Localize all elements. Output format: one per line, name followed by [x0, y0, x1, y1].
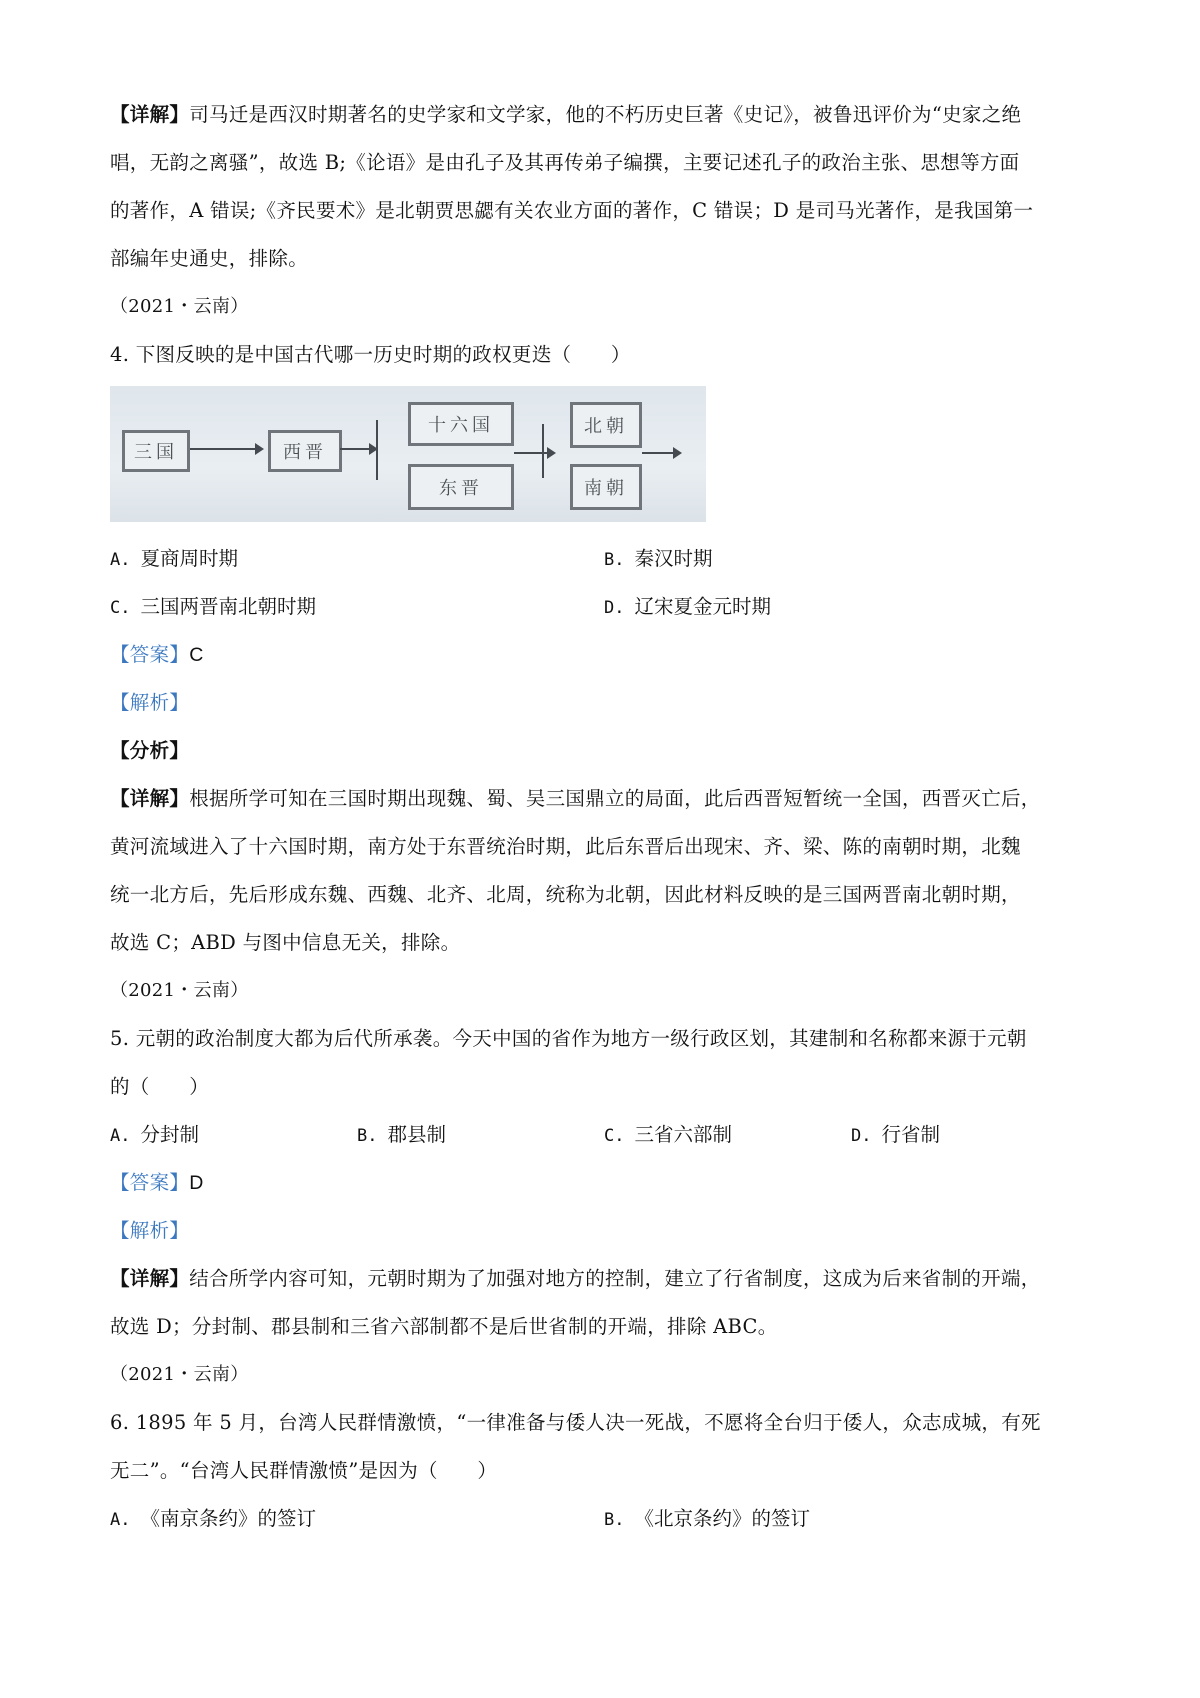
option-text: 郡县制 [387, 1123, 446, 1146]
q4-answer [110, 640, 1100, 670]
q4-fenxi-tag: 【分析】 [110, 739, 190, 762]
q3-detail-line-2: 唱，无韵之离骚”，故选 B;《论语》是由孔子及其再传弟子编撰，主要记述孔子的政治主张、思想等方面 [110, 151, 1020, 174]
q4-analysis-tag: 【解析】 [110, 691, 190, 714]
diagram-branch [542, 424, 544, 478]
q3-detail-line-3: 的著作，A 错误;《齐民要术》是北朝贾思勰有关农业方面的著作，C 错误；D 是司马光著作，是我国第一 [110, 199, 1034, 222]
diagram-box-xijin: 西晋 [268, 430, 342, 472]
q5-source: （2021・云南） [110, 980, 249, 1001]
q4-detail-line-1 [110, 784, 1100, 814]
option-text: 分封制 [140, 1123, 199, 1146]
answer-tag: 【答案】 [110, 643, 190, 666]
q5-answer [110, 1168, 1100, 1198]
q6-stem-line-2: 无二”。“台湾人民群情激愤”是因为（ ） [110, 1459, 498, 1482]
detail-tag: 【详解】 [110, 103, 190, 126]
diagram-box-beichao: 北朝 [570, 402, 642, 448]
q4-detail-line-3: 统一北方后，先后形成东魏、西魏、北齐、北周，统称为北朝，因此材料反映的是三国两晋南北朝时期， [110, 883, 1021, 906]
q4-option-b [604, 544, 713, 575]
answer-tag: 【答案】 [110, 1171, 190, 1194]
diagram-box-shiliuguo: 十六国 [408, 402, 514, 446]
diagram-arrow [514, 452, 554, 454]
q3-detail-line-4: 部编年史通史，排除。 [110, 247, 309, 270]
q6-stem-line-1: 6. 1895 年 5 月，台湾人民群情激愤，“一律准备与倭人决一死战，不愿将全台归于倭人，众志成城，有死 [110, 1411, 1041, 1434]
q5-detail-line-2: 故选 D；分封制、郡县制和三省六部制都不是后世省制的开端，排除 ABC。 [110, 1315, 778, 1338]
q4-option-a [110, 544, 238, 575]
option-text: 夏商周时期 [140, 547, 238, 570]
option-key: A. [110, 1126, 131, 1146]
q5-detail-line-1 [110, 1264, 1100, 1294]
option-text: 辽宋夏金元时期 [634, 595, 771, 618]
option-key: B. [604, 550, 625, 570]
detail-tag: 【详解】 [110, 787, 190, 810]
q5-option-d [851, 1120, 940, 1151]
diagram-arrow [642, 452, 680, 454]
detail-text: 根据所学可知在三国时期出现魏、蜀、吴三国鼎立的局面，此后西晋短暂统一全国，西晋灭亡后， [189, 787, 1041, 810]
q4-detail-line-4: 故选 C；ABD 与图中信息无关，排除。 [110, 931, 461, 954]
q3-detail-line-1 [110, 100, 1100, 130]
option-key: B. [357, 1126, 378, 1146]
diagram-branch [376, 420, 378, 480]
detail-tag: 【详解】 [110, 1267, 190, 1290]
q4-option-d [604, 592, 771, 623]
q5-analysis-tag: 【解析】 [110, 1219, 190, 1242]
q4-stem: 4. 下图反映的是中国古代哪一历史时期的政权更迭（ ） [110, 343, 631, 366]
diagram-box-sanguo: 三国 [122, 430, 190, 472]
option-key: C. [604, 1126, 625, 1146]
diagram-box-dongjin: 东晋 [408, 464, 514, 510]
regime-change-diagram [110, 386, 706, 522]
option-key: D. [604, 598, 625, 618]
option-text: 三省六部制 [634, 1123, 732, 1146]
option-key: C. [110, 598, 131, 618]
q6-source: （2021・云南） [110, 1364, 249, 1385]
q6-option-b [604, 1504, 810, 1535]
option-text: 《北京条约》的签订 [634, 1507, 810, 1530]
option-key: A. [110, 1510, 131, 1530]
q6-option-a [110, 1504, 316, 1535]
q5-option-c [604, 1120, 732, 1151]
option-text: 三国两晋南北朝时期 [140, 595, 316, 618]
detail-text: 结合所学内容可知，元朝时期为了加强对地方的控制，建立了行省制度，这成为后来省制的开端， [189, 1267, 1041, 1290]
option-key: B. [604, 1510, 625, 1530]
q4-option-c [110, 592, 316, 623]
diagram-arrow [340, 448, 376, 450]
answer-value: C [189, 644, 204, 666]
answer-value: D [189, 1172, 204, 1194]
option-text: 秦汉时期 [634, 547, 713, 570]
option-key: A. [110, 550, 131, 570]
q5-option-b [357, 1120, 446, 1151]
option-text: 《南京条约》的签订 [140, 1507, 316, 1530]
option-text: 行省制 [881, 1123, 940, 1146]
option-key: D. [851, 1126, 872, 1146]
q5-stem-line-1: 5. 元朝的政治制度大都为后代所承袭。今天中国的省作为地方一级行政区划，其建制和名称都来源于元朝 [110, 1027, 1027, 1050]
q4-source: （2021・云南） [110, 296, 249, 317]
diagram-box-nanchao: 南朝 [570, 464, 642, 510]
q5-option-a [110, 1120, 199, 1151]
detail-text: 司马迁是西汉时期著名的史学家和文学家，他的不朽历史巨著《史记》，被鲁迅评价为“史家之绝 [189, 103, 1022, 126]
q4-detail-line-2: 黄河流域进入了十六国时期，南方处于东晋统治时期，此后东晋后出现宋、齐、梁、陈的南朝时期，北魏 [110, 835, 1021, 858]
diagram-arrow [190, 448, 262, 450]
q5-stem-line-2: 的（ ） [110, 1075, 210, 1098]
